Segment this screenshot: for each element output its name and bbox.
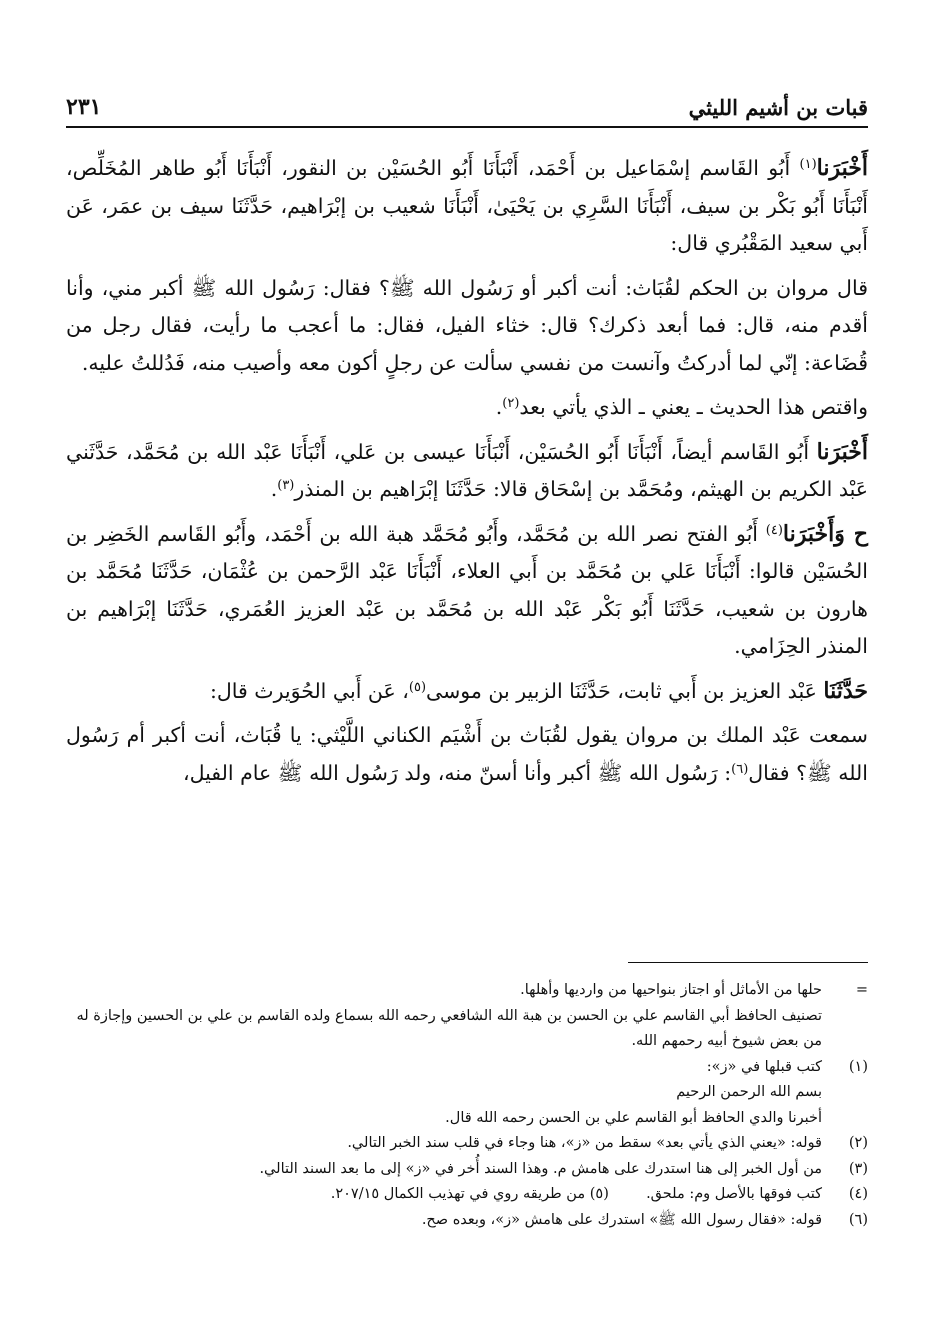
paragraph-text: قال مروان بن الحكم لقُبَاث: أنت أكبر أو رَسُول الله ﷺ؟ فقال: رَسُول الله ﷺ أكبر مني، وأنا أقدم منه، قال: فما أبعد ذكرك؟ قال: خثاء الفيل، فقال: ما أعجب ما رأيت، فقال رجل من قُضَاعة: إنّي لما أدركتُ وآنست من نفسي سألت عن رجلٍ أكون معه وأصيب منه، فَدُللتُ عليه. — [66, 275, 868, 375]
paragraph — [66, 516, 868, 666]
paragraph — [66, 150, 868, 263]
main-text — [66, 150, 868, 792]
footnote-line: قوله: «فقال رسول الله ﷺ» استدرك على هامش «ز»، وبعده صح. — [421, 1211, 822, 1228]
paragraph-lead: حَدَّثَنَا — [823, 677, 868, 704]
paragraph-lead: أَخْبَرَنا — [816, 155, 868, 181]
paragraph-tail: . — [495, 395, 503, 419]
footnote-mark: (٤) — [848, 1186, 868, 1202]
paragraph-text: أَبُو الفتح نصر الله بن مُحَمَّد، وأَبُو مُحَمَّد هبة الله بن أَحْمَد، وأَبُو القَاسم الخَضِر بن الحُسَيْن قالوا: أَنْبَأَنَا عَلي بن مُحَمَّد بن أَبي العلاء، أَنْبَأَنَا عَبْد الرَّحمن بن عُثْمَان، حَدَّثَنَا مُحَمَّد بن هارون بن شعيب، حَدَّثَنَا أَبُو بَكْر عَبْد الله بن مُحَمَّد بن عَبْد العزيز العُمَري، حَدَّثَنَا إبْرَاهيم بن المنذر الحِزَامي. — [66, 521, 868, 658]
page-number: ٢٣١ — [66, 94, 102, 120]
footnote-mark: (٣) — [848, 1160, 868, 1177]
footnote-line: من طريقه روي في تهذيب الكمال ٢٠٧/١٥. — [330, 1186, 586, 1202]
footnote-line: من أول الخبر إلى هنا استدرك على هامش م. وهذا السند أُخر في «ز» إلى ما بعد السند التالي. — [259, 1160, 822, 1177]
paragraph-tail: . — [270, 477, 278, 501]
page-header — [66, 88, 868, 128]
paragraph-text: أَبُو القَاسم أيضاً، أَنْبَأَنَا أَبُو الحُسَيْن، أَنْبَأَنَا عيسى بن عَلي، أَنْبَأَنَا عَبْد الله بن مُحَمَّد، حَدَّثَني عَبْد الكريم بن الهيثم، ومُحَمَّد بن إسْحَاق قالا: حَدَّثَنَا إبْرَاهيم بن المنذر — [66, 439, 868, 501]
footnote-ref: (١) — [799, 157, 817, 172]
paragraph-tail: : رَسُول الله ﷺ أكبر وأنا أسنّ منه، ولد رَسُول الله ﷺ عام الفيل، — [182, 760, 732, 785]
footnote-mark: (١) — [848, 1058, 868, 1075]
paragraph-text: واقتص هذا الحديث ـ يعني ـ الذي يأتي بعد — [519, 395, 868, 419]
footnote-line: كتب قبلها في «ز»: — [706, 1058, 822, 1075]
footnote-ref: (٢) — [502, 396, 520, 411]
footnote-mark: (٦) — [848, 1211, 868, 1228]
running-title: قبات بن أشيم الليثي — [688, 95, 868, 120]
paragraph — [66, 389, 868, 427]
paragraph — [66, 717, 868, 792]
footnote-mark: (٥) — [589, 1186, 609, 1202]
footnote-line: قوله: «يعني الذي يأتي بعد» سقط من «ز»، هنا وجاء في قلب سند الخبر التالي. — [347, 1135, 822, 1151]
paragraph — [66, 434, 868, 509]
paragraph — [66, 270, 868, 383]
footnote-3 — [66, 1157, 868, 1183]
footnote-6 — [66, 1208, 868, 1234]
footnote-line: حلها من الأماثل أو اجتاز بنواحيها من وارديها وأهلها. — [520, 982, 822, 998]
footnote-1 — [66, 1055, 868, 1132]
footnote-continuation — [66, 978, 868, 1055]
footnote-divider — [628, 962, 868, 963]
paragraph — [66, 673, 868, 711]
footnotes — [66, 978, 868, 1233]
footnote-line: بسم الله الرحمن الرحيم — [676, 1084, 822, 1100]
footnote-line: تصنيف الحافظ أبي القاسم علي بن الحسن بن هبة الله الشافعي رحمه الله بسماع ولده القاسم بن علي بن الحسين وإجازة له من بعض شيوخ أبيه رحمهم الله. — [76, 1007, 822, 1049]
footnote-ref: (٣) — [277, 478, 295, 493]
paragraph-lead: ح وَأَخْبَرَنا — [782, 520, 868, 547]
footnote-ref: (٦) — [731, 761, 749, 777]
footnote-mark: (٢) — [848, 1135, 868, 1151]
footnote-ref: (٤) — [765, 522, 783, 538]
paragraph-text: عَبْد العزيز بن أَبي ثابت، حَدَّثَنَا الزبير بن موسى — [426, 678, 824, 703]
paragraph-text: سمعت عَبْد الملك بن مروان يقول لقُبَاث بن أَشْيَم الكناني اللَّيْثي: يا قُبَاث، أنت أكبر أم رَسُول الله ﷺ؟ فقال — [66, 723, 868, 785]
footnote-line: كتب فوقها بالأصل وم: ملحق. — [646, 1186, 822, 1202]
footnote-4-5 — [66, 1182, 868, 1208]
paragraph-tail: ، عَن أَبي الحُوَيرث قال: — [209, 678, 409, 703]
paragraph-lead: أَخْبَرَنا — [816, 438, 868, 465]
footnote-2 — [66, 1131, 868, 1157]
footnote-mark: = — [855, 982, 868, 998]
paragraph-text: أَبُو القَاسم إسْمَاعيل بن أَحْمَد، أَنْبَأَنَا أَبُو الحُسَيْن بن النقور، أَنْبَأَنَا أَبُو طاهر المُخَلِّص، أَنْبَأَنَا أَبُو بَكْر بن سيف، أَنْبَأَنَا السَّرِي بن يَحْيَىٰ، أَنْبَأَنَا شعيب بن إبْرَاهيم، حَدَّثَنَا سيف بن عمَر، عَن أَبي سعيد المَقْبُري قال: — [66, 156, 868, 255]
footnote-line: أخبرنا والدي الحافظ أبو القاسم علي بن الحسن رحمه الله قال. — [445, 1109, 822, 1126]
footnote-ref: (٥) — [408, 679, 427, 695]
